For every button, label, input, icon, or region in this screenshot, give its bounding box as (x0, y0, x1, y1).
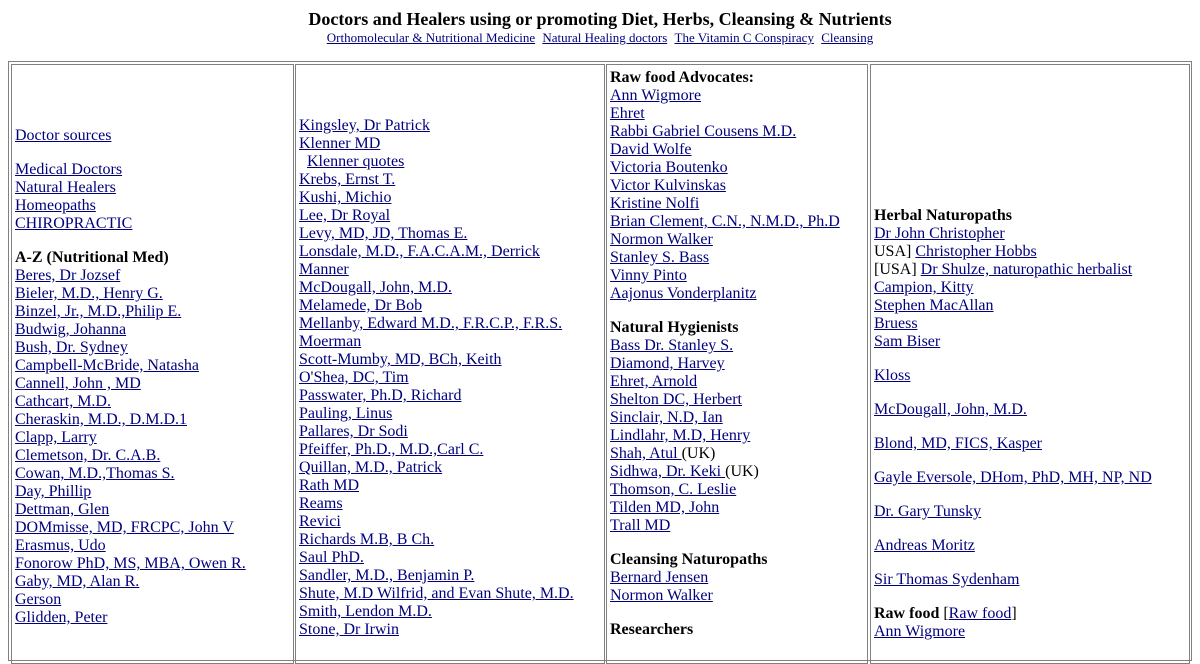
column-raw-hygiene (606, 64, 868, 664)
list-item-link[interactable]: Dr. Gary Tunsky (874, 503, 982, 520)
doctor-type-list (15, 161, 293, 233)
list-item-link[interactable]: Sir Thomas Sydenham (874, 571, 1020, 588)
list-item-link[interactable]: Stone, Dr Irwin (299, 621, 399, 638)
column-herbal (870, 64, 1190, 664)
list-item-link[interactable]: Bush, Dr. Sydney (15, 339, 128, 356)
list-item-link[interactable]: Ehret (610, 105, 645, 122)
list-item-link[interactable]: Ehret, Arnold (610, 373, 698, 390)
list-item-link[interactable]: Kushi, Michio (299, 189, 392, 206)
list-item-link[interactable]: Gerson (15, 591, 62, 608)
list-item-link[interactable]: Klenner quotes (307, 153, 405, 170)
link-hobbs[interactable]: Christopher Hobbs (915, 243, 1037, 260)
list-item-link[interactable]: Andreas Moritz (874, 537, 975, 554)
link-shah[interactable]: Shah, Atul (610, 445, 682, 462)
list-item-link[interactable]: Scott-Mumby, MD, BCh, Keith (299, 351, 502, 368)
list-item-link[interactable]: Binzel, Jr., M.D.,Philip E. (15, 303, 182, 320)
list-item-link[interactable]: Kloss (874, 367, 911, 384)
list-item-link[interactable]: Melamede, Dr Bob (299, 297, 423, 314)
list-item (610, 463, 867, 481)
link-medical-doctors[interactable]: Medical Doctors (15, 161, 123, 178)
list-item-link[interactable]: Pauling, Linus (299, 405, 393, 422)
list-item-link[interactable]: Moerman (299, 333, 362, 350)
spacer (874, 419, 1189, 435)
spacer (874, 351, 1189, 367)
hygienists-list (610, 337, 867, 445)
list-item-link[interactable]: Cathcart, M.D. (15, 393, 111, 410)
list-item-link[interactable]: Blond, MD, FICS, Kasper (874, 435, 1043, 452)
list-item-link[interactable]: Bernard Jensen (610, 569, 709, 586)
list-item-link[interactable]: Pfeiffer, Ph.D., M.D.,Carl C. (299, 441, 484, 458)
spacer (874, 521, 1189, 537)
list-item-link[interactable]: Lee, Dr Royal (299, 207, 391, 224)
link-chiropractic[interactable]: CHIROPRACTIC (15, 215, 133, 232)
list-item (874, 605, 1189, 623)
list-item-link[interactable]: Ann Wigmore (610, 87, 702, 104)
link-doctor-sources[interactable]: Doctor sources (15, 127, 112, 144)
list-item-link[interactable]: Glidden, Peter (15, 609, 108, 626)
column-az-continued (295, 64, 605, 664)
nav-link-vitamin-c[interactable]: The Vitamin C Conspiracy (674, 30, 814, 45)
list-item-link[interactable]: Victoria Boutenko (610, 159, 728, 176)
list-item-link[interactable]: Trall MD (610, 517, 671, 534)
list-item-link[interactable]: Kingsley, Dr Patrick (299, 117, 430, 134)
list-item-link[interactable]: Bruess (874, 315, 918, 332)
list-item-link[interactable]: Shelton DC, Herbert (610, 391, 742, 408)
list-item-link[interactable]: Stanley S. Bass (610, 249, 710, 266)
list-item-link[interactable]: Gayle Eversole, DHom, PhD, MH, NP, ND (874, 469, 1152, 486)
list-item-link[interactable]: Lindlahr, M.D, Henry (610, 427, 751, 444)
top-nav (0, 30, 1200, 46)
column-nutritional (11, 64, 294, 664)
link-christopher[interactable]: Dr John Christopher (874, 225, 1005, 242)
spacer (874, 487, 1189, 503)
researchers-heading: Researchers (610, 621, 694, 638)
list-item-link[interactable]: Cowan, M.D.,Thomas S. (15, 465, 175, 482)
country-label: USA] (874, 243, 916, 260)
country-label: (UK) (725, 463, 759, 480)
list-item-link[interactable]: Cannell, John , MD (15, 375, 141, 392)
list-item-link[interactable]: Shute, M.D Wilfrid, and Evan Shute, M.D. (299, 585, 574, 602)
list-item-link[interactable]: Campbell-McBride, Natasha (15, 357, 199, 374)
list-item-link[interactable]: Krebs, Ernst T. (299, 171, 396, 188)
list-item-link[interactable]: Victor Kulvinskas (610, 177, 726, 194)
list-item-link[interactable]: Brian Clement, C.N., N.M.D., Ph.D (610, 213, 840, 230)
list-item-link[interactable]: Bieler, M.D., Henry G. (15, 285, 163, 302)
list-item-link[interactable]: Budwig, Johanna (15, 321, 127, 338)
list-item-link[interactable]: Smith, Lendon M.D. (299, 603, 432, 620)
page-header (0, 8, 1200, 46)
list-item-link[interactable]: Gaby, MD, Alan R. (15, 573, 140, 590)
raw-food-list (610, 87, 867, 303)
spacer (874, 453, 1189, 469)
link-raw-food[interactable]: Raw food (948, 605, 1012, 622)
list-item-link[interactable]: Rabbi Gabriel Cousens M.D. (610, 123, 797, 140)
az-list-continued (299, 117, 604, 639)
list-item-link[interactable]: Kristine Nolfi (610, 195, 700, 212)
list-item-link[interactable]: Thomson, C. Leslie (610, 481, 737, 498)
link-homeopaths[interactable]: Homeopaths (15, 197, 96, 214)
cleansing-heading: Cleansing Naturopaths (610, 551, 768, 568)
spacer (874, 385, 1189, 401)
list-item-link[interactable]: Bass Dr. Stanley S. (610, 337, 734, 354)
list-item-link[interactable]: Campion, Kitty (874, 279, 974, 296)
az-heading: A-Z (Nutritional Med) (15, 249, 169, 266)
page-title: Doctors and Healers using or promoting Diet, Herbs, Cleansing & Nutrients (308, 9, 892, 29)
list-item (610, 445, 867, 463)
country-label: (UK) (681, 445, 716, 462)
list-item-link[interactable]: Dettman, Glen (15, 501, 110, 518)
list-item-link[interactable]: Day, Phillip (15, 483, 92, 500)
list-item-link[interactable]: Revici (299, 513, 341, 530)
list-item-link[interactable]: Erasmus, Udo (15, 537, 106, 554)
nav-link-natural-healing[interactable]: Natural Healing doctors (542, 30, 668, 45)
list-item-link[interactable]: David Wolfe (610, 141, 692, 158)
list-item-link[interactable]: Klenner MD (299, 135, 381, 152)
list-item-link[interactable]: Stephen MacAllan (874, 297, 994, 314)
list-item (874, 243, 1189, 261)
cleansing-list (610, 569, 867, 605)
list-item-link[interactable]: McDougall, John, M.D. (299, 279, 452, 296)
list-item-link[interactable]: Pallares, Dr Sodi (299, 423, 408, 440)
bracket: [ (939, 605, 949, 622)
list-item-link[interactable]: Fonorow PhD, MS, MBA, Owen R. (15, 555, 246, 572)
bracket: ] (1011, 605, 1017, 622)
list-item-link[interactable]: Tilden MD, John (610, 499, 720, 516)
link-natural-healers[interactable]: Natural Healers (15, 179, 116, 196)
hygienists-list-continued (610, 481, 867, 535)
list-item-link[interactable]: Diamond, Harvey (610, 355, 725, 372)
herbal-heading: Herbal Naturopaths (874, 207, 1012, 224)
list-item-link[interactable]: Sam Biser (874, 333, 941, 350)
other-healers-list (874, 351, 1189, 589)
list-item-link[interactable]: DOMmisse, MD, FRCPC, John V (15, 519, 234, 536)
list-item-link[interactable]: Sandler, M.D., Benjamin P. (299, 567, 475, 584)
list-item-link[interactable]: Clemetson, Dr. C.A.B. (15, 447, 161, 464)
list-item-link[interactable]: Rath MD (299, 477, 359, 494)
az-list (15, 267, 293, 627)
hygienists-heading: Natural Hygienists (610, 319, 739, 336)
raw-food-heading: Raw food Advocates: (610, 69, 754, 86)
list-item-link[interactable]: Reams (299, 495, 343, 512)
list-item-link[interactable]: Manner (299, 261, 349, 278)
country-label: [USA] (874, 261, 921, 278)
list-item-link[interactable]: Lonsdale, M.D., F.A.C.A.M., Derrick (299, 243, 540, 260)
link-sidhwa[interactable]: Sidhwa, Dr. Keki (610, 463, 726, 480)
link-ann-wigmore[interactable]: Ann Wigmore (874, 623, 966, 640)
list-item-link[interactable]: Clapp, Larry (15, 429, 97, 446)
list-item-link[interactable]: Normon Walker (610, 231, 713, 248)
list-item-link[interactable]: Normon Walker (610, 587, 713, 604)
list-item-link[interactable]: Cheraskin, M.D., D.M.D.1 (15, 411, 187, 428)
list-item-link[interactable]: Sinclair, N.D, Ian (610, 409, 723, 426)
list-item-link[interactable]: Beres, Dr Jozsef (15, 267, 121, 284)
list-item-link[interactable]: Quillan, M.D., Patrick (299, 459, 443, 476)
list-item-link[interactable]: Mellanby, Edward M.D., F.R.C.P., F.R.S. (299, 315, 563, 332)
list-item-link[interactable]: Vinny Pinto (610, 267, 687, 284)
spacer (874, 555, 1189, 571)
list-item-link[interactable]: Saul PhD. (299, 549, 364, 566)
list-item-link[interactable]: Aajonus Vonderplanitz (610, 285, 757, 302)
link-shulze[interactable]: Dr Shulze, naturopathic herbalist (920, 261, 1133, 278)
raw-food-heading: Raw food (874, 605, 940, 622)
nav-link-cleansing[interactable]: Cleansing (821, 30, 874, 45)
list-item-link[interactable]: Passwater, Ph.D, Richard (299, 387, 462, 404)
list-item-link[interactable]: O'Shea, DC, Tim (299, 369, 409, 386)
herbal-list (874, 279, 1189, 351)
list-item-link[interactable]: Levy, MD, JD, Thomas E. (299, 225, 468, 242)
list-item (874, 261, 1189, 279)
nav-link-orthomolecular[interactable]: Orthomolecular & Nutritional Medicine (326, 30, 536, 45)
list-item-link[interactable]: Richards M.B, B Ch. (299, 531, 435, 548)
list-item-link[interactable]: McDougall, John, M.D. (874, 401, 1027, 418)
